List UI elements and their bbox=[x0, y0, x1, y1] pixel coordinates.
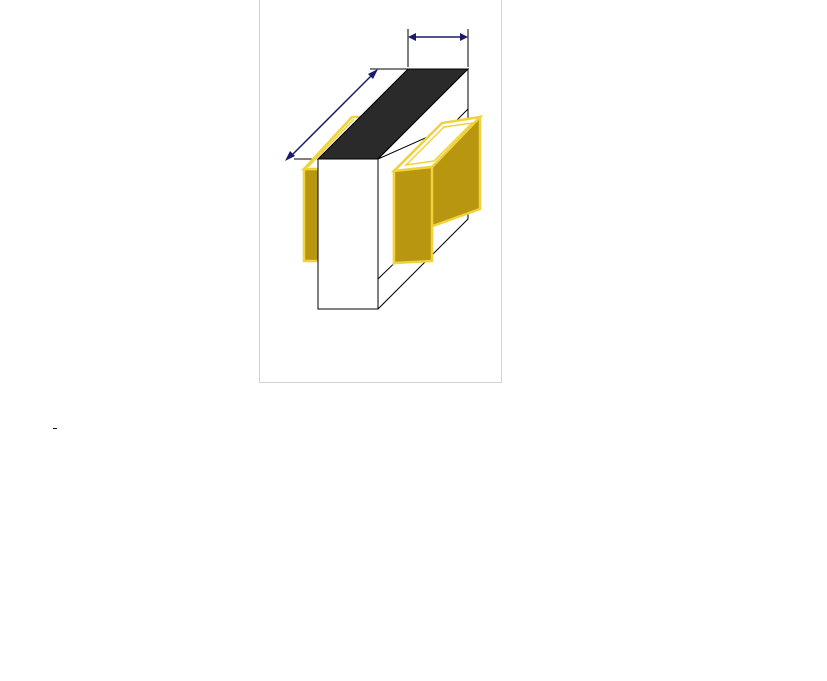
dimension-a bbox=[408, 29, 468, 67]
formula-section-area bbox=[47, 415, 63, 439]
transformer-figure bbox=[259, 0, 502, 383]
formula-s-fraction bbox=[53, 427, 57, 430]
formula-s-denominator bbox=[53, 429, 57, 430]
transformer-drawing bbox=[260, 0, 503, 339]
